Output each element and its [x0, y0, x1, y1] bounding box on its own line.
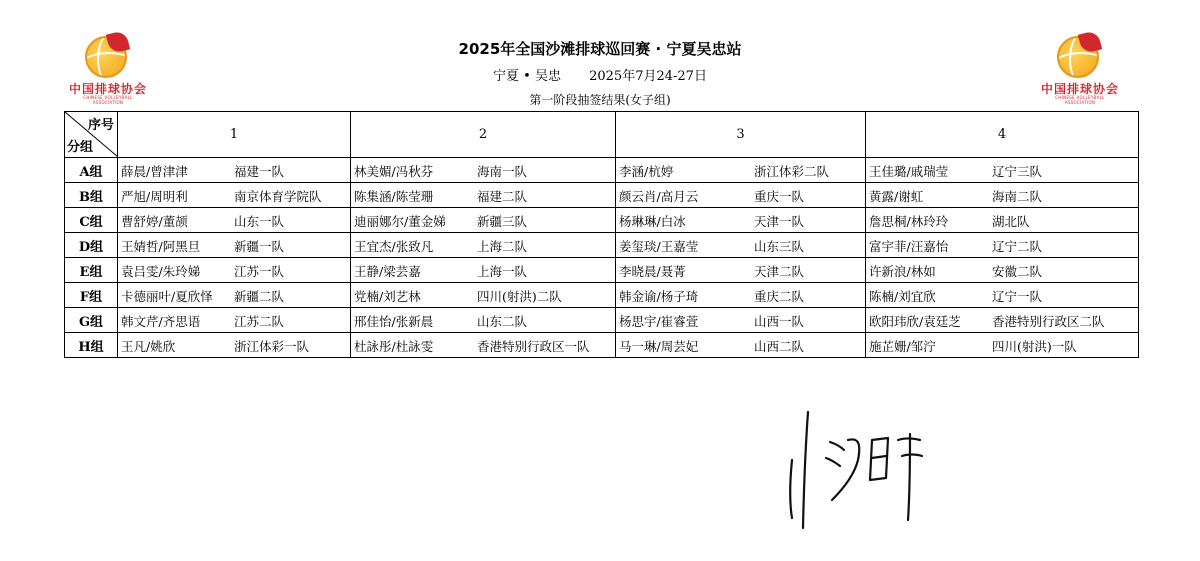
- team-cell: [616, 333, 866, 358]
- document-title: 2025年全国沙滩排球巡回赛 · 宁夏吴忠站: [458, 40, 742, 58]
- team-name: 山西一队: [754, 314, 805, 329]
- team-cell: [866, 258, 1139, 283]
- team-cell: [866, 333, 1139, 358]
- team-name: 四川(射洪)二队: [477, 289, 562, 304]
- player-pair: 韩金谕/杨子琦: [619, 289, 699, 304]
- team-name: 上海一队: [477, 264, 528, 279]
- column-header: 1: [118, 112, 351, 158]
- player-pair: 邢佳怡/张新晨: [354, 314, 434, 329]
- player-pair: 詹思桐/林玲玲: [869, 214, 949, 229]
- player-pair: 陈楠/刘宜欣: [869, 289, 936, 304]
- event-dates: 2025年7月24-27日: [589, 69, 707, 84]
- team-name: 江苏二队: [234, 314, 285, 329]
- player-pair: 颜云肖/高月云: [619, 189, 699, 204]
- team-name: 安徽二队: [992, 264, 1043, 279]
- player-pair: 欧阳玮欣/袁廷芝: [869, 314, 961, 329]
- table-row: [65, 158, 1139, 183]
- player-pair: 王宜杰/张致凡: [354, 239, 434, 254]
- corner-header: [65, 112, 118, 158]
- team-name: 新疆一队: [234, 239, 285, 254]
- player-pair: 施芷姗/邹泞: [869, 339, 936, 354]
- team-name: 辽宁一队: [992, 289, 1043, 304]
- logo-name: 中国排球协会: [68, 82, 147, 96]
- team-name: 湖北队: [992, 214, 1030, 229]
- team-name: 辽宁二队: [992, 239, 1043, 254]
- player-pair: 袁吕雯/朱玲娣: [121, 264, 201, 279]
- stage-heading: 第一阶段抽签结果(女子组): [529, 93, 671, 107]
- team-name: 天津一队: [754, 214, 805, 229]
- table-row: [65, 233, 1139, 258]
- team-name: 福建一队: [234, 164, 285, 179]
- table-header-row: [65, 112, 1139, 158]
- group-label: 分组: [67, 140, 94, 155]
- draw-table: [64, 111, 1139, 358]
- team-cell: [351, 183, 616, 208]
- table-row: [65, 333, 1139, 358]
- group-name: C组: [65, 208, 118, 233]
- team-cell: [118, 308, 351, 333]
- logo-subtitle: CHINESE VOLLEYBALL ASSOCIATION: [1055, 95, 1105, 105]
- team-name: 浙江体彩二队: [754, 164, 830, 179]
- team-cell: [866, 233, 1139, 258]
- team-cell: [351, 233, 616, 258]
- team-cell: [118, 258, 351, 283]
- player-pair: 严旭/周明利: [121, 189, 188, 204]
- team-name: 新疆三队: [477, 214, 528, 229]
- team-name: 浙江体彩一队: [234, 339, 310, 354]
- player-pair: 王凡/姚欣: [121, 339, 176, 354]
- team-cell: [616, 158, 866, 183]
- player-pair: 王静/梁芸嘉: [354, 264, 421, 279]
- column-header: 2: [351, 112, 616, 158]
- team-cell: [118, 233, 351, 258]
- team-cell: [866, 183, 1139, 208]
- team-cell: [866, 283, 1139, 308]
- player-pair: 黄露/谢虹: [869, 189, 924, 204]
- logo-name: 中国排球协会: [1040, 82, 1119, 96]
- player-pair: 曹舒婷/董颉: [121, 214, 188, 229]
- team-name: 天津二队: [754, 264, 805, 279]
- team-cell: [351, 258, 616, 283]
- team-name: 江苏一队: [234, 264, 285, 279]
- team-cell: [118, 208, 351, 233]
- column-header: 4: [866, 112, 1139, 158]
- player-pair: 杨思宇/崔睿萱: [619, 314, 699, 329]
- team-name: 海南二队: [992, 189, 1043, 204]
- team-cell: [351, 308, 616, 333]
- player-pair: 李涵/杭婷: [619, 164, 674, 179]
- team-cell: [616, 308, 866, 333]
- team-name: 香港特别行政区二队: [992, 314, 1105, 329]
- player-pair: 陈集涵/陈莹珊: [354, 189, 434, 204]
- player-pair: 韩文芹/齐思语: [121, 314, 201, 329]
- team-name: 福建二队: [477, 189, 528, 204]
- team-cell: [118, 283, 351, 308]
- group-name: H组: [65, 333, 118, 358]
- team-cell: [118, 333, 351, 358]
- event-info: [0, 65, 1200, 84]
- player-pair: 王佳璐/戚瑞莹: [869, 164, 949, 179]
- team-name: 山西二队: [754, 339, 805, 354]
- player-pair: 李晓晨/聂菁: [619, 264, 686, 279]
- team-name: 重庆一队: [754, 189, 805, 204]
- table-row: [65, 183, 1139, 208]
- team-name: 山东三队: [754, 239, 805, 254]
- team-cell: [118, 158, 351, 183]
- table-row: [65, 208, 1139, 233]
- player-pair: 卡德丽叶/夏欣怿: [121, 289, 213, 304]
- team-cell: [616, 258, 866, 283]
- team-cell: [616, 283, 866, 308]
- group-name: A组: [65, 158, 118, 183]
- player-pair: 王婧哲/阿黑旦: [121, 239, 201, 254]
- player-pair: 杜詠彤/杜詠雯: [354, 339, 434, 354]
- team-name: 山东一队: [234, 214, 285, 229]
- team-name: 辽宁三队: [992, 164, 1043, 179]
- player-pair: 姜玺琰/王嘉莹: [619, 239, 699, 254]
- player-pair: 杨琳琳/白冰: [619, 214, 686, 229]
- team-cell: [616, 233, 866, 258]
- seq-label: 序号: [87, 118, 114, 133]
- team-cell: [866, 158, 1139, 183]
- group-name: E组: [65, 258, 118, 283]
- group-name: D组: [65, 233, 118, 258]
- player-pair: 富宇菲/汪嘉怡: [869, 239, 949, 254]
- player-pair: 马一琳/周芸妃: [619, 339, 699, 354]
- team-cell: [351, 208, 616, 233]
- team-name: 四川(射洪)一队: [992, 339, 1077, 354]
- team-cell: [616, 183, 866, 208]
- team-name: 南京体育学院队: [234, 189, 322, 204]
- player-pair: 许新浪/林如: [869, 264, 936, 279]
- group-name: F组: [65, 283, 118, 308]
- group-name: B组: [65, 183, 118, 208]
- table-row: [65, 258, 1139, 283]
- team-name: 重庆二队: [754, 289, 805, 304]
- group-name: G组: [65, 308, 118, 333]
- team-cell: [866, 308, 1139, 333]
- player-pair: 林美媚/冯秋芬: [354, 164, 434, 179]
- player-pair: 迪丽娜尔/董金娣: [354, 214, 446, 229]
- team-name: 新疆二队: [234, 289, 285, 304]
- team-name: 上海二队: [477, 239, 528, 254]
- signature: [770, 400, 930, 540]
- team-cell: [118, 183, 351, 208]
- table-row: [65, 308, 1139, 333]
- team-cell: [866, 208, 1139, 233]
- column-header: 3: [616, 112, 866, 158]
- team-cell: [616, 208, 866, 233]
- logo-subtitle: CHINESE VOLLEYBALL ASSOCIATION: [83, 95, 133, 105]
- table-row: [65, 283, 1139, 308]
- player-pair: 薛晨/曾津津: [121, 164, 188, 179]
- team-name: 海南一队: [477, 164, 528, 179]
- event-location: 宁夏 • 吴忠: [493, 69, 561, 84]
- team-name: 山东二队: [477, 314, 528, 329]
- team-cell: [351, 283, 616, 308]
- team-cell: [351, 333, 616, 358]
- player-pair: 党楠/刘艺林: [354, 289, 421, 304]
- team-name: 香港特别行政区一队: [477, 339, 590, 354]
- team-cell: [351, 158, 616, 183]
